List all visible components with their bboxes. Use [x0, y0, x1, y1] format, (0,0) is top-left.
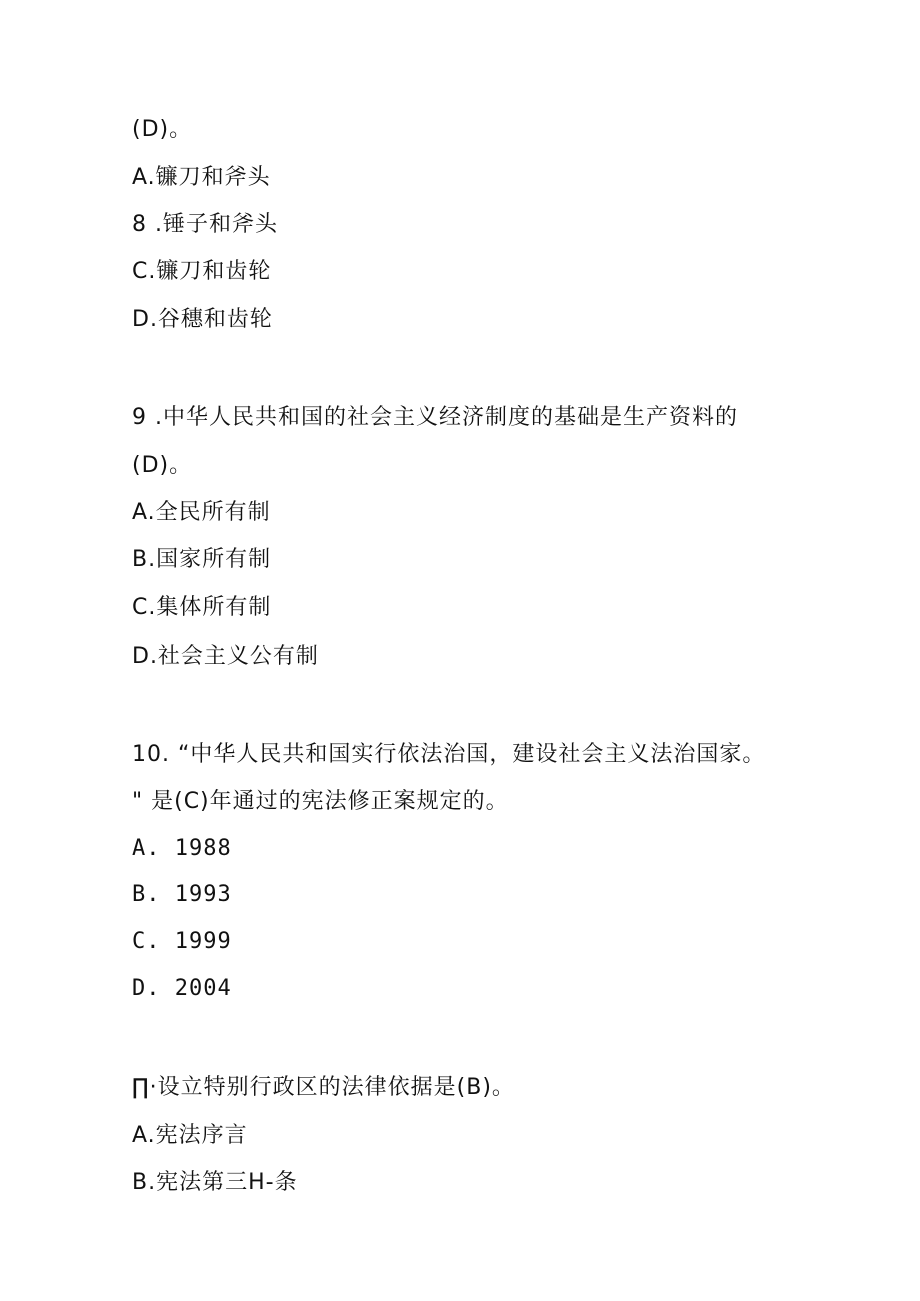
q8-stem-tail: (D)。 — [132, 117, 193, 142]
q11-stem: ∏·设立特别行政区的法律依据是(B)。 — [132, 1075, 515, 1100]
q10-option-c: C. 1999 — [132, 929, 232, 954]
q10-stem-line1: 10. “中华人民共和国实行依法治国，建设社会主义法治国家。 — [132, 742, 766, 767]
q10-option-d: D. 2004 — [132, 976, 232, 1001]
q9-option-a: A.全民所有制 — [132, 500, 271, 525]
q11-option-a: A.宪法序言 — [132, 1123, 248, 1148]
q9-stem-line2: (D)。 — [132, 453, 193, 478]
q8-option-b: 8 .锤子和斧头 — [132, 212, 278, 237]
q9-option-b: B.国家所有制 — [132, 547, 272, 572]
q9-option-c: C.集体所有制 — [132, 595, 272, 620]
q10-option-a: A. 1988 — [132, 836, 232, 861]
q9-option-d: D.社会主义公有制 — [132, 644, 319, 669]
q8-option-a: A.镰刀和斧头 — [132, 165, 271, 190]
q8-option-c: C.镰刀和齿轮 — [132, 259, 272, 284]
q11-option-b: B.宪法第三H-条 — [132, 1170, 298, 1195]
q8-option-d: D.谷穗和齿轮 — [132, 307, 273, 332]
q9-stem-line1: 9 .中华人民共和国的社会主义经济制度的基础是生产资料的 — [132, 405, 738, 430]
q10-stem-line2: " 是(C)年通过的宪法修正案规定的。 — [132, 789, 509, 814]
q10-option-b: B. 1993 — [132, 882, 232, 907]
